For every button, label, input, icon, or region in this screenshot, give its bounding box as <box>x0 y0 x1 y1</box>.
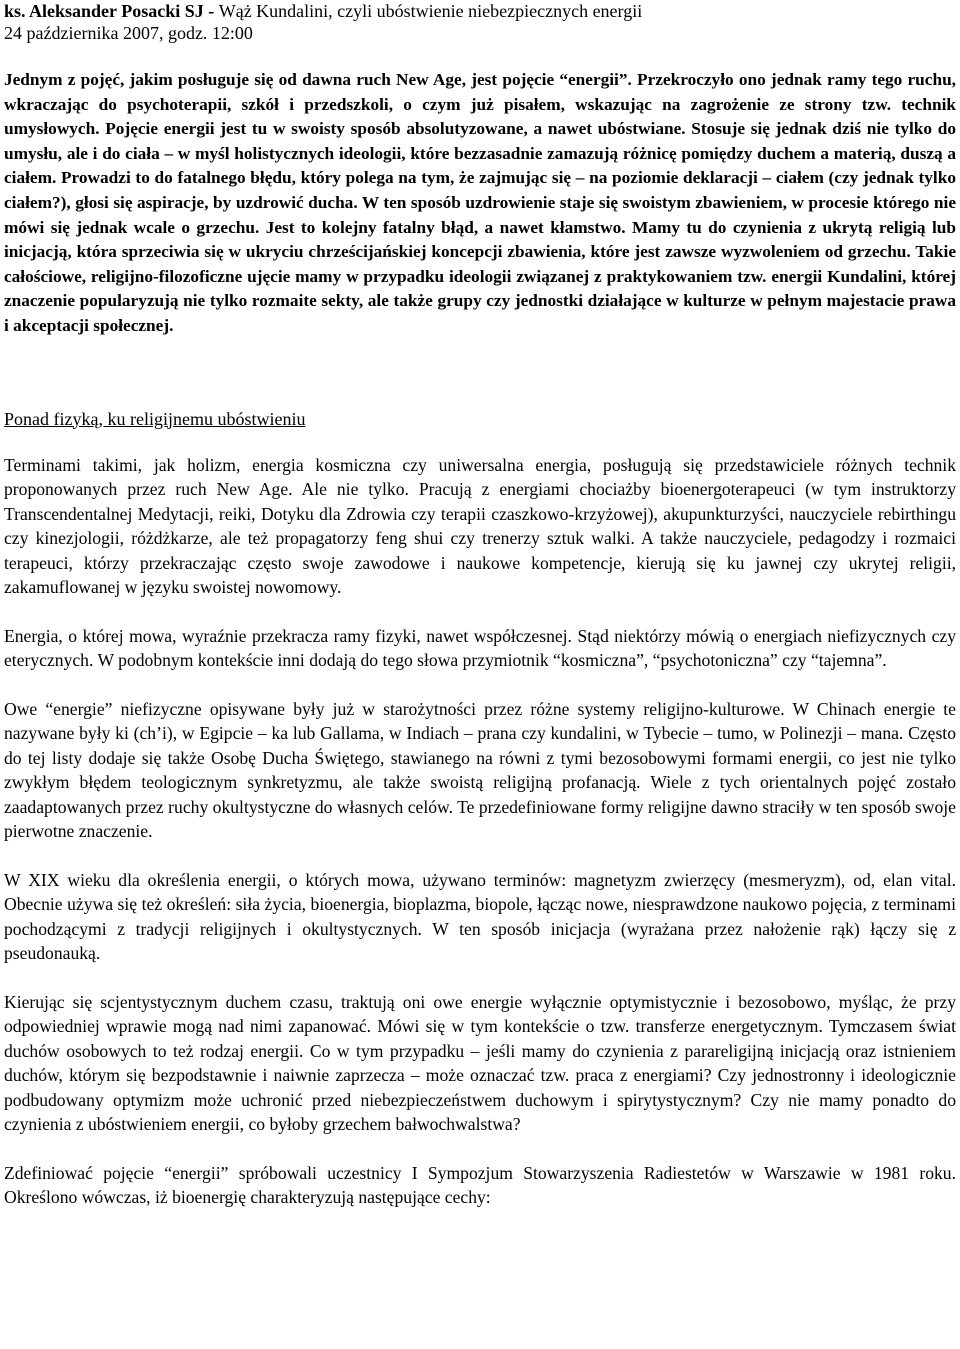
publication-date: 24 października 2007, godz. 12:00 <box>4 23 253 43</box>
body-paragraph-1: Terminami takimi, jak holizm, energia kosmiczna czy uniwersalna energia, posługują się przedstawiciele różnych technik proponowanych przez ruch New Age. Ale nie tylko. Pracują z energiami chociażby bioenergoterapeuci (w tym instruktorzy Transcendentalnej Medytacji, reiki, Dotyku dla Zdrowia czy terapii czaszkowo-krzyżowej), akupunkturzyści, nauczyciele rebirthingu czy kinezjologii, różdżkarze, ale też propagatorzy feng shui czy trenerzy sztuk walki. A także nauczyciele, pedagodzy i rozmaici terapeuci, którzy przekraczając często swoje zawodowe i naukowe kompetencje, kierują się ku jawnej czy ukrytej religii, zakamuflowanej w języku swoistej nowomowy. <box>4 454 956 598</box>
lead-paragraph: Jednym z pojęć, jakim posługuje się od dawna ruch New Age, jest pojęcie “energii”. Przekroczyło ono jednak ramy tego ruchu, wkraczając do psychoterapii, szkół i przedszkoli, o czym już pisałem, wskazując na zagrożenie ze strony tzw. technik umysłowych. Pojęcie energii jest tu w swoisty sposób absolutyzowane, a nawet ubóstwiane. Stosuje się jednak dziś nie tylko do umysłu, ale i do ciała – w myśl holistycznych ideologii, które bezzasadnie zamazują różnicę pomiędzy duchem a materią, duszą a ciałem. Prowadzi to do fatalnego błędu, który polega na tym, że zajmując się – na poziomie deklaracji – ciałem (czy jednak tylko ciałem?), głosi się aspiracje, by uzdrowić ducha. W ten sposób uzdrowienie staje się swoistym zbawieniem, w procesie którego nie mówi się jednak wcale o grzechu. Jest to kolejny fatalny błąd, a nawet kłamstwo. Mamy tu do czynienia z ukrytą religią lub inicjacją, która sprzeciwia się w ukryciu chrześcijańskiej koncepcji zbawienia, które jest zawsze wyzwoleniem od grzechu. Takie całościowe, religijno-filozoficzne ujęcie mamy w przypadku ideologii związanej z praktykowaniem tzw. energii Kundalini, której znaczenie popularyzują nie tylko rozmaite sekty, ale także grupy czy jednostki działające w kulturze w pełnym majestacie prawa i akceptacji społecznej. <box>4 70 956 335</box>
article-header <box>4 0 956 22</box>
body-paragraph-4: W XIX wieku dla określenia energii, o których mowa, używano terminów: magnetyzm zwierzęcy (mesmeryzm), od, elan vital. Obecnie używa się też określeń: siła życia, bioenergia, bioplazma, biopole, łącząc nowe, niesprawdzone naukowo pojęcia, z terminami pochodzącymi z tradycji religijnych i okultystycznych. W ten sposób inicjacja (wyrażana przez nałożenie rąk) łączy się z pseudonauką. <box>4 869 956 964</box>
article-title: Wąż Kundalini, czyli ubóstwienie niebezpiecznych energii <box>218 1 643 21</box>
body-paragraph-5: Kierując się scjentystycznym duchem czasu, traktują oni owe energie wyłącznie optymistycznie i bezosobowo, myśląc, że przy odpowiedniej wprawie mogą nad nimi zapanować. Mówi się w tym kontekście o tzw. transferze energetycznym. Tymczasem świat duchów osobowych to też rodzaj energii. Co w tym przypadku – jeśli mamy do czynienia z parareligijną inicjacją oraz istnieniem duchów, którym się bezpodstawnie i naiwnie zaprzecza – może oznaczać tzw. praca z energiami? Czy jednostronny i ideologicznie podbudowany optymizm może uchronić przed niebezpieczeństwem duchowym i spirytystycznym? Czy nie mamy ponadto do czynienia z ubóstwieniem energii, co byłoby grzechem bałwochwalstwa? <box>4 991 956 1135</box>
body-paragraph-6: Zdefiniować pojęcie “energii” spróbowali uczestnicy I Sympozjum Stowarzyszenia Radiestetów w Warszawie w 1981 roku. Określono wówczas, iż bioenergię charakteryzują następujące cechy: <box>4 1162 956 1208</box>
body-paragraph-3: Owe “energie” niefizyczne opisywane były już w starożytności przez różne systemy religijno-kulturowe. W Chinach energie te nazywane były ki (ch’i), w Egipcie – ka lub Gallama, w Indiach – prana czy kundalini, w Tybecie – tumo, w Polinezji – mana. Często do tej listy dodaje się także Osobę Ducha Świętego, stawianego na równi z tymi bezosobowymi formami energii, co jest nie tylko zwykłym błędem teologicznym synkretyzmu, ale także swoistą religijną profanacją. Wiele z tych orientalnych pojęć zostało zaadaptowanych przez ruchy okultystyczne do własnych celów. Te przedefiniowane formy religijne dawno straciły w ten sposób swoje pierwotne znaczenie. <box>4 698 956 842</box>
body-paragraph-2: Energia, o której mowa, wyraźnie przekracza ramy fizyki, nawet współczesnej. Stąd niektórzy mówią o energiach niefizycznych czy eterycznych. W podobnym kontekście inni dodają do tego słowa przymiotnik “kosmiczna”, “psychotoniczna” czy “tajemna”. <box>4 625 956 671</box>
author-name: ks. Aleksander Posacki SJ - <box>4 1 219 21</box>
article-page <box>4 0 956 1234</box>
section-heading: Ponad fizyką, ku religijnemu ubóstwieniu <box>4 408 306 429</box>
